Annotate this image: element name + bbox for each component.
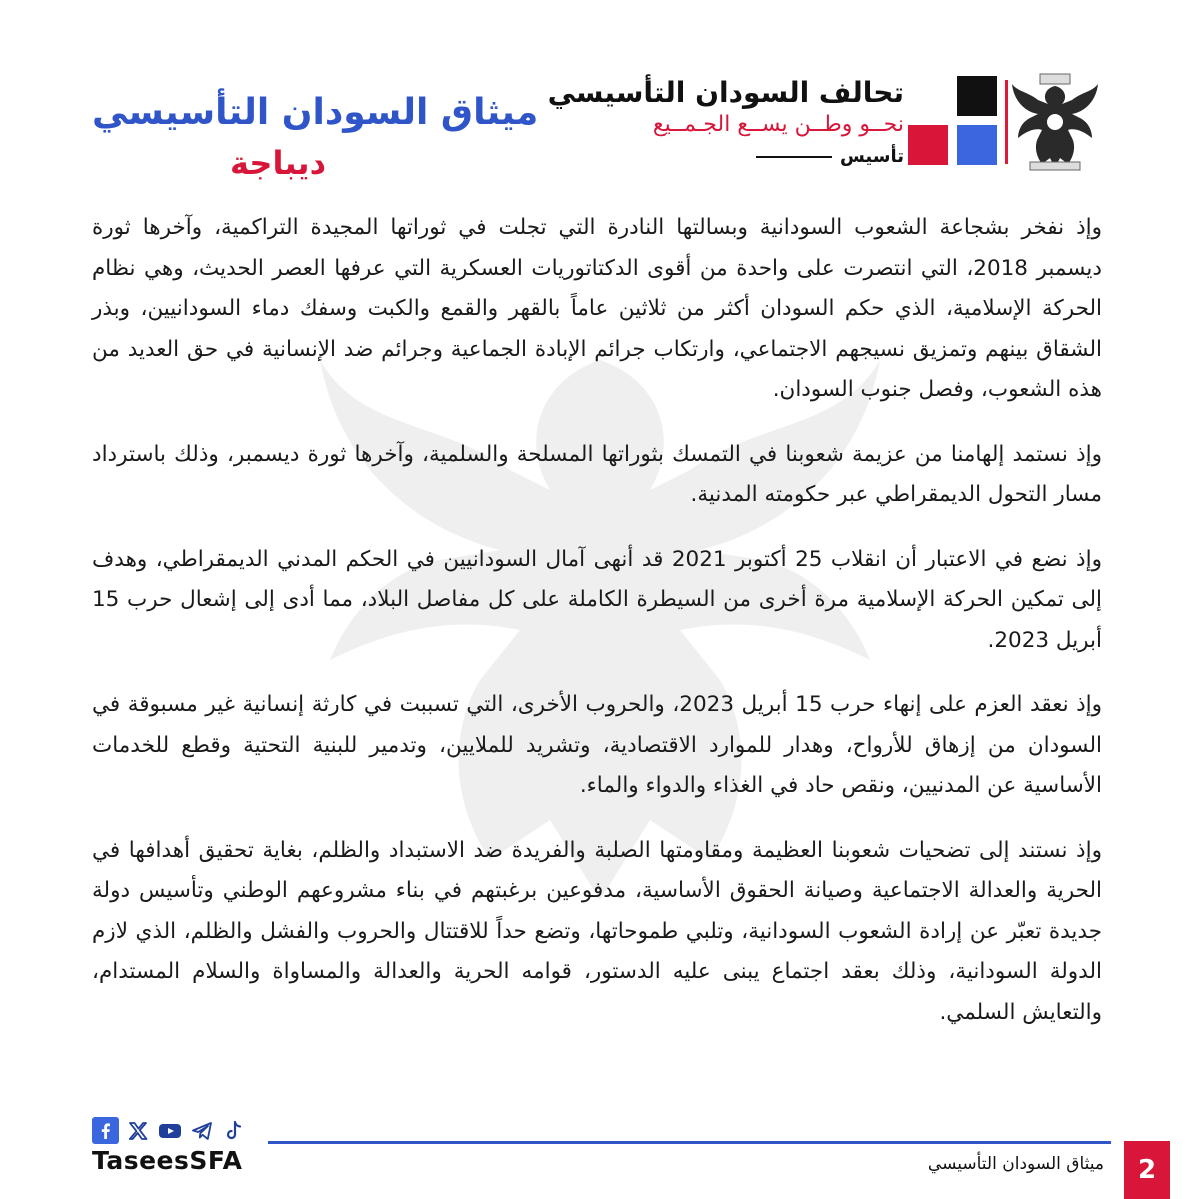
- section-title: ديباجة: [230, 144, 326, 182]
- brand-row: [756, 146, 904, 167]
- footer-divider: [268, 1141, 1111, 1144]
- x-icon[interactable]: [124, 1117, 151, 1144]
- charter-title: ميثاق السودان التأسيسي: [92, 92, 539, 133]
- paragraph: وإذ نستمد إلهامنا من عزيمة شعوبنا في التمسك بثوراتها المسلحة والسلمية، وآخرها ثورة ديسمبر، وذلك باسترداد مسار التحول الديمقراطي عبر حكومته المدنية.: [92, 441, 1102, 507]
- paragraph: وإذ نضع في الاعتبار أن انقلاب 25 أكتوبر 2021 قد أنهى آمال السودانيين في الحكم المدني الديمقراطي، وهدف إلى تمكين الحركة الإسلامية مرة أخرى من السيطرة الكاملة على كل مفاصل البلاد، مما أدى إلى إشعال حرب 15 أبريل 2023.: [92, 546, 1102, 653]
- logo-square-black: [957, 76, 997, 116]
- tiktok-icon[interactable]: [220, 1117, 247, 1144]
- facebook-icon[interactable]: [92, 1117, 119, 1144]
- logo-square-blue: [957, 125, 997, 165]
- telegram-icon[interactable]: [188, 1117, 215, 1144]
- paragraph: وإذ نفخر بشجاعة الشعوب السودانية وبسالتها النادرة التي تجلت في ثوراتها المجيدة التراكمية، وآخرها ثورة ديسمبر 2018، التي انتصرت على واحدة من أقوى الدكتاتوريات العسكرية التي عرفها العصر الحديث، وهي نظام الحركة الإسلامية، الذي حكم السودان أكثر من ثلاثين عاماً بالقهر والقمع والكبت وسفك دماء السودانيين، وبذر الشقاق بينهم وتمزيق نسيجهم الاجتماعي، وارتكاب جرائم الإبادة الجماعية وجرائم ضد الإنسانية في حق العديد من هذه الشعوب، وفصل جنوب السودان.: [92, 215, 1102, 402]
- emblem-divider: [1005, 80, 1008, 164]
- brand-line: [756, 156, 832, 158]
- alliance-name: تحالف السودان التأسيسي: [547, 76, 904, 109]
- youtube-icon[interactable]: [156, 1117, 183, 1144]
- document-label: ميثاق السودان التأسيسي: [927, 1154, 1104, 1174]
- social-icons: [92, 1117, 247, 1144]
- preamble-body: [92, 208, 1102, 1057]
- alliance-slogan: نحــو وطــن يســع الجـمــيع: [652, 112, 904, 137]
- paragraph: وإذ نستند إلى تضحيات شعوبنا العظيمة ومقاومتها الصلبة والفريدة ضد الاستبداد والظلم، بغاية تحقيق أهدافها في الحرية والعدالة الاجتماعية وصيانة الحقوق الأساسية، مدفوعين برغبتهم في بناء مشروعهم الوطني وتأسيس دولة جديدة تعبّر عن إرادة الشعوب السودانية، وتلبي طموحاتها، وتضع حداً للاقتتال والحروب والفشل والظلم، الذي لازم الدولة السودانية، وذلك بعقد اجتماع يبنى عليه الدستور، قوامه الحرية والعدالة والمساواة والسلام المستدام، والتعايش السلمي.: [92, 837, 1102, 1025]
- page-number: 2: [1124, 1141, 1170, 1199]
- sudan-emblem-icon: [1010, 72, 1100, 172]
- social-handle: TaseesSFA: [92, 1146, 243, 1175]
- paragraph: وإذ نعقد العزم على إنهاء حرب 15 أبريل 2023، والحروب الأخرى، التي تسببت في كارثة إنسانية غير مسبوقة في السودان من إزهاق للأرواح، وهدار للموارد الاقتصادية، وتشريد للملايين، وتدمير للبنية التحتية وقطع للخدمات الأساسية عن المدنيين، ونقص حاد في الغذاء والدواء والماء.: [92, 692, 1103, 798]
- logo-square-red: [908, 125, 948, 165]
- brand-word: تأسيس: [839, 146, 904, 167]
